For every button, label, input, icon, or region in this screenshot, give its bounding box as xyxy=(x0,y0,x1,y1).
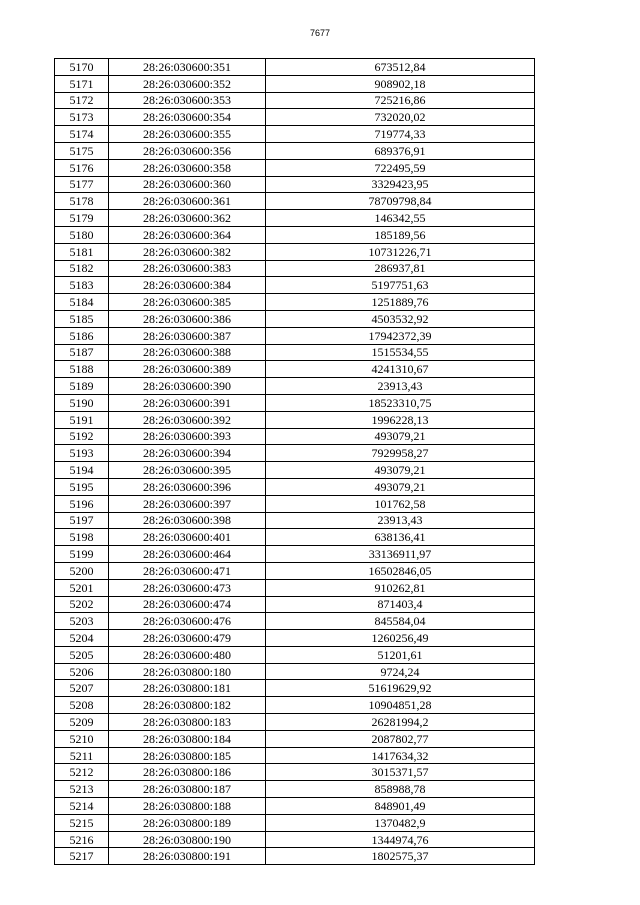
table-row xyxy=(55,394,535,411)
cadastral-number-cell: 28:26:030600:358 xyxy=(109,159,266,176)
table-row xyxy=(55,176,535,193)
row-number-cell: 5197 xyxy=(55,512,109,529)
row-number-cell: 5185 xyxy=(55,310,109,327)
table-row xyxy=(55,109,535,126)
table-row xyxy=(55,226,535,243)
row-number-cell: 5192 xyxy=(55,428,109,445)
cadastral-number-cell: 28:26:030600:355 xyxy=(109,126,266,143)
value-cell: 493079,21 xyxy=(266,462,535,479)
row-number-cell: 5202 xyxy=(55,596,109,613)
row-number-cell: 5184 xyxy=(55,294,109,311)
cadastral-number-cell: 28:26:030600:392 xyxy=(109,411,266,428)
value-cell: 17942372,39 xyxy=(266,327,535,344)
cadastral-number-cell: 28:26:030800:184 xyxy=(109,730,266,747)
table-row xyxy=(55,546,535,563)
value-cell: 4241310,67 xyxy=(266,361,535,378)
row-number-cell: 5217 xyxy=(55,848,109,865)
table-row xyxy=(55,478,535,495)
cadastral-number-cell: 28:26:030600:361 xyxy=(109,193,266,210)
value-cell: 493079,21 xyxy=(266,478,535,495)
table-row xyxy=(55,529,535,546)
cadastral-number-cell: 28:26:030600:382 xyxy=(109,243,266,260)
value-cell: 1344974,76 xyxy=(266,831,535,848)
table-row xyxy=(55,747,535,764)
table-row xyxy=(55,92,535,109)
value-cell: 10904851,28 xyxy=(266,697,535,714)
table-row xyxy=(55,193,535,210)
value-cell: 732020,02 xyxy=(266,109,535,126)
value-cell: 638136,41 xyxy=(266,529,535,546)
value-cell: 5197751,63 xyxy=(266,277,535,294)
value-cell: 185189,56 xyxy=(266,226,535,243)
table-row xyxy=(55,697,535,714)
value-cell: 3015371,57 xyxy=(266,764,535,781)
table-row xyxy=(55,764,535,781)
cadastral-number-cell: 28:26:030600:396 xyxy=(109,478,266,495)
row-number-cell: 5216 xyxy=(55,831,109,848)
value-cell: 689376,91 xyxy=(266,142,535,159)
cadastral-number-cell: 28:26:030800:183 xyxy=(109,714,266,731)
value-cell: 1802575,37 xyxy=(266,848,535,865)
table-row xyxy=(55,798,535,815)
table-row xyxy=(55,142,535,159)
value-cell: 101762,58 xyxy=(266,495,535,512)
table-row xyxy=(55,344,535,361)
cadastral-number-cell: 28:26:030600:390 xyxy=(109,378,266,395)
value-cell: 1996228,13 xyxy=(266,411,535,428)
value-cell: 33136911,97 xyxy=(266,546,535,563)
table-row xyxy=(55,495,535,512)
table-row xyxy=(55,714,535,731)
row-number-cell: 5200 xyxy=(55,562,109,579)
cadastral-number-cell: 28:26:030600:360 xyxy=(109,176,266,193)
value-cell: 1515534,55 xyxy=(266,344,535,361)
table-row xyxy=(55,680,535,697)
value-cell: 722495,59 xyxy=(266,159,535,176)
row-number-cell: 5189 xyxy=(55,378,109,395)
cadastral-number-cell: 28:26:030800:190 xyxy=(109,831,266,848)
table-row xyxy=(55,630,535,647)
table-row xyxy=(55,294,535,311)
cadastral-number-cell: 28:26:030800:182 xyxy=(109,697,266,714)
row-number-cell: 5204 xyxy=(55,630,109,647)
table-row xyxy=(55,210,535,227)
value-cell: 908902,18 xyxy=(266,75,535,92)
cadastral-number-cell: 28:26:030600:401 xyxy=(109,529,266,546)
registry-table-body xyxy=(55,59,535,865)
table-row xyxy=(55,445,535,462)
table-row xyxy=(55,260,535,277)
row-number-cell: 5207 xyxy=(55,680,109,697)
value-cell: 26281994,2 xyxy=(266,714,535,731)
cadastral-number-cell: 28:26:030600:474 xyxy=(109,596,266,613)
table-row xyxy=(55,462,535,479)
row-number-cell: 5183 xyxy=(55,277,109,294)
row-number-cell: 5210 xyxy=(55,730,109,747)
row-number-cell: 5180 xyxy=(55,226,109,243)
table-row xyxy=(55,831,535,848)
page-number: 7677 xyxy=(309,28,331,38)
cadastral-number-cell: 28:26:030600:464 xyxy=(109,546,266,563)
table-row xyxy=(55,243,535,260)
value-cell: 2087802,77 xyxy=(266,730,535,747)
table-row xyxy=(55,730,535,747)
value-cell: 51619629,92 xyxy=(266,680,535,697)
cadastral-number-cell: 28:26:030600:480 xyxy=(109,646,266,663)
cadastral-number-cell: 28:26:030600:476 xyxy=(109,613,266,630)
table-row xyxy=(55,327,535,344)
row-number-cell: 5208 xyxy=(55,697,109,714)
cadastral-number-cell: 28:26:030800:188 xyxy=(109,798,266,815)
value-cell: 78709798,84 xyxy=(266,193,535,210)
row-number-cell: 5212 xyxy=(55,764,109,781)
cadastral-number-cell: 28:26:030600:384 xyxy=(109,277,266,294)
value-cell: 493079,21 xyxy=(266,428,535,445)
row-number-cell: 5213 xyxy=(55,781,109,798)
row-number-cell: 5203 xyxy=(55,613,109,630)
value-cell: 1260256,49 xyxy=(266,630,535,647)
cadastral-number-cell: 28:26:030600:394 xyxy=(109,445,266,462)
cadastral-number-cell: 28:26:030800:181 xyxy=(109,680,266,697)
row-number-cell: 5194 xyxy=(55,462,109,479)
cadastral-number-cell: 28:26:030600:387 xyxy=(109,327,266,344)
row-number-cell: 5173 xyxy=(55,109,109,126)
table-row xyxy=(55,512,535,529)
row-number-cell: 5198 xyxy=(55,529,109,546)
row-number-cell: 5215 xyxy=(55,814,109,831)
cadastral-number-cell: 28:26:030600:395 xyxy=(109,462,266,479)
table-row xyxy=(55,814,535,831)
cadastral-number-cell: 28:26:030600:391 xyxy=(109,394,266,411)
cadastral-number-cell: 28:26:030600:397 xyxy=(109,495,266,512)
cadastral-number-cell: 28:26:030600:471 xyxy=(109,562,266,579)
row-number-cell: 5209 xyxy=(55,714,109,731)
row-number-cell: 5170 xyxy=(55,59,109,76)
table-row xyxy=(55,613,535,630)
value-cell: 4503532,92 xyxy=(266,310,535,327)
table-row xyxy=(55,159,535,176)
table-row xyxy=(55,75,535,92)
table-row xyxy=(55,562,535,579)
cadastral-number-cell: 28:26:030600:356 xyxy=(109,142,266,159)
value-cell: 719774,33 xyxy=(266,126,535,143)
value-cell: 16502846,05 xyxy=(266,562,535,579)
table-row xyxy=(55,596,535,613)
value-cell: 9724,24 xyxy=(266,663,535,680)
cadastral-number-cell: 28:26:030600:352 xyxy=(109,75,266,92)
cadastral-number-cell: 28:26:030600:351 xyxy=(109,59,266,76)
value-cell: 845584,04 xyxy=(266,613,535,630)
table-row xyxy=(55,781,535,798)
table-row xyxy=(55,428,535,445)
row-number-cell: 5188 xyxy=(55,361,109,378)
value-cell: 51201,61 xyxy=(266,646,535,663)
value-cell: 146342,55 xyxy=(266,210,535,227)
cadastral-number-cell: 28:26:030800:186 xyxy=(109,764,266,781)
table-row xyxy=(55,310,535,327)
cadastral-number-cell: 28:26:030600:354 xyxy=(109,109,266,126)
row-number-cell: 5191 xyxy=(55,411,109,428)
cadastral-number-cell: 28:26:030600:479 xyxy=(109,630,266,647)
registry-table xyxy=(54,58,535,865)
cadastral-number-cell: 28:26:030600:362 xyxy=(109,210,266,227)
cadastral-number-cell: 28:26:030600:388 xyxy=(109,344,266,361)
value-cell: 3329423,95 xyxy=(266,176,535,193)
cadastral-number-cell: 28:26:030800:191 xyxy=(109,848,266,865)
row-number-cell: 5174 xyxy=(55,126,109,143)
cadastral-number-cell: 28:26:030600:393 xyxy=(109,428,266,445)
row-number-cell: 5172 xyxy=(55,92,109,109)
cadastral-number-cell: 28:26:030600:383 xyxy=(109,260,266,277)
value-cell: 673512,84 xyxy=(266,59,535,76)
table-row xyxy=(55,411,535,428)
table-row xyxy=(55,378,535,395)
value-cell: 286937,81 xyxy=(266,260,535,277)
table-row xyxy=(55,848,535,865)
row-number-cell: 5178 xyxy=(55,193,109,210)
cadastral-number-cell: 28:26:030600:398 xyxy=(109,512,266,529)
cadastral-number-cell: 28:26:030800:185 xyxy=(109,747,266,764)
row-number-cell: 5186 xyxy=(55,327,109,344)
value-cell: 7929958,27 xyxy=(266,445,535,462)
row-number-cell: 5206 xyxy=(55,663,109,680)
cadastral-number-cell: 28:26:030600:353 xyxy=(109,92,266,109)
table-row xyxy=(55,579,535,596)
cadastral-number-cell: 28:26:030600:473 xyxy=(109,579,266,596)
row-number-cell: 5176 xyxy=(55,159,109,176)
cadastral-number-cell: 28:26:030600:385 xyxy=(109,294,266,311)
cadastral-number-cell: 28:26:030600:364 xyxy=(109,226,266,243)
row-number-cell: 5211 xyxy=(55,747,109,764)
table-row xyxy=(55,361,535,378)
row-number-cell: 5193 xyxy=(55,445,109,462)
value-cell: 23913,43 xyxy=(266,378,535,395)
cadastral-number-cell: 28:26:030800:180 xyxy=(109,663,266,680)
value-cell: 848901,49 xyxy=(266,798,535,815)
row-number-cell: 5175 xyxy=(55,142,109,159)
value-cell: 23913,43 xyxy=(266,512,535,529)
cadastral-number-cell: 28:26:030600:389 xyxy=(109,361,266,378)
row-number-cell: 5177 xyxy=(55,176,109,193)
table-row xyxy=(55,663,535,680)
table-row xyxy=(55,59,535,76)
row-number-cell: 5214 xyxy=(55,798,109,815)
table-row xyxy=(55,126,535,143)
value-cell: 1417634,32 xyxy=(266,747,535,764)
value-cell: 871403,4 xyxy=(266,596,535,613)
row-number-cell: 5171 xyxy=(55,75,109,92)
value-cell: 10731226,71 xyxy=(266,243,535,260)
value-cell: 18523310,75 xyxy=(266,394,535,411)
value-cell: 725216,86 xyxy=(266,92,535,109)
row-number-cell: 5181 xyxy=(55,243,109,260)
row-number-cell: 5199 xyxy=(55,546,109,563)
row-number-cell: 5187 xyxy=(55,344,109,361)
value-cell: 1370482,9 xyxy=(266,814,535,831)
value-cell: 858988,78 xyxy=(266,781,535,798)
cadastral-number-cell: 28:26:030800:189 xyxy=(109,814,266,831)
table-row xyxy=(55,277,535,294)
row-number-cell: 5182 xyxy=(55,260,109,277)
row-number-cell: 5205 xyxy=(55,646,109,663)
row-number-cell: 5190 xyxy=(55,394,109,411)
value-cell: 910262,81 xyxy=(266,579,535,596)
cadastral-number-cell: 28:26:030600:386 xyxy=(109,310,266,327)
row-number-cell: 5195 xyxy=(55,478,109,495)
cadastral-number-cell: 28:26:030800:187 xyxy=(109,781,266,798)
row-number-cell: 5201 xyxy=(55,579,109,596)
row-number-cell: 5196 xyxy=(55,495,109,512)
row-number-cell: 5179 xyxy=(55,210,109,227)
table-row xyxy=(55,646,535,663)
value-cell: 1251889,76 xyxy=(266,294,535,311)
